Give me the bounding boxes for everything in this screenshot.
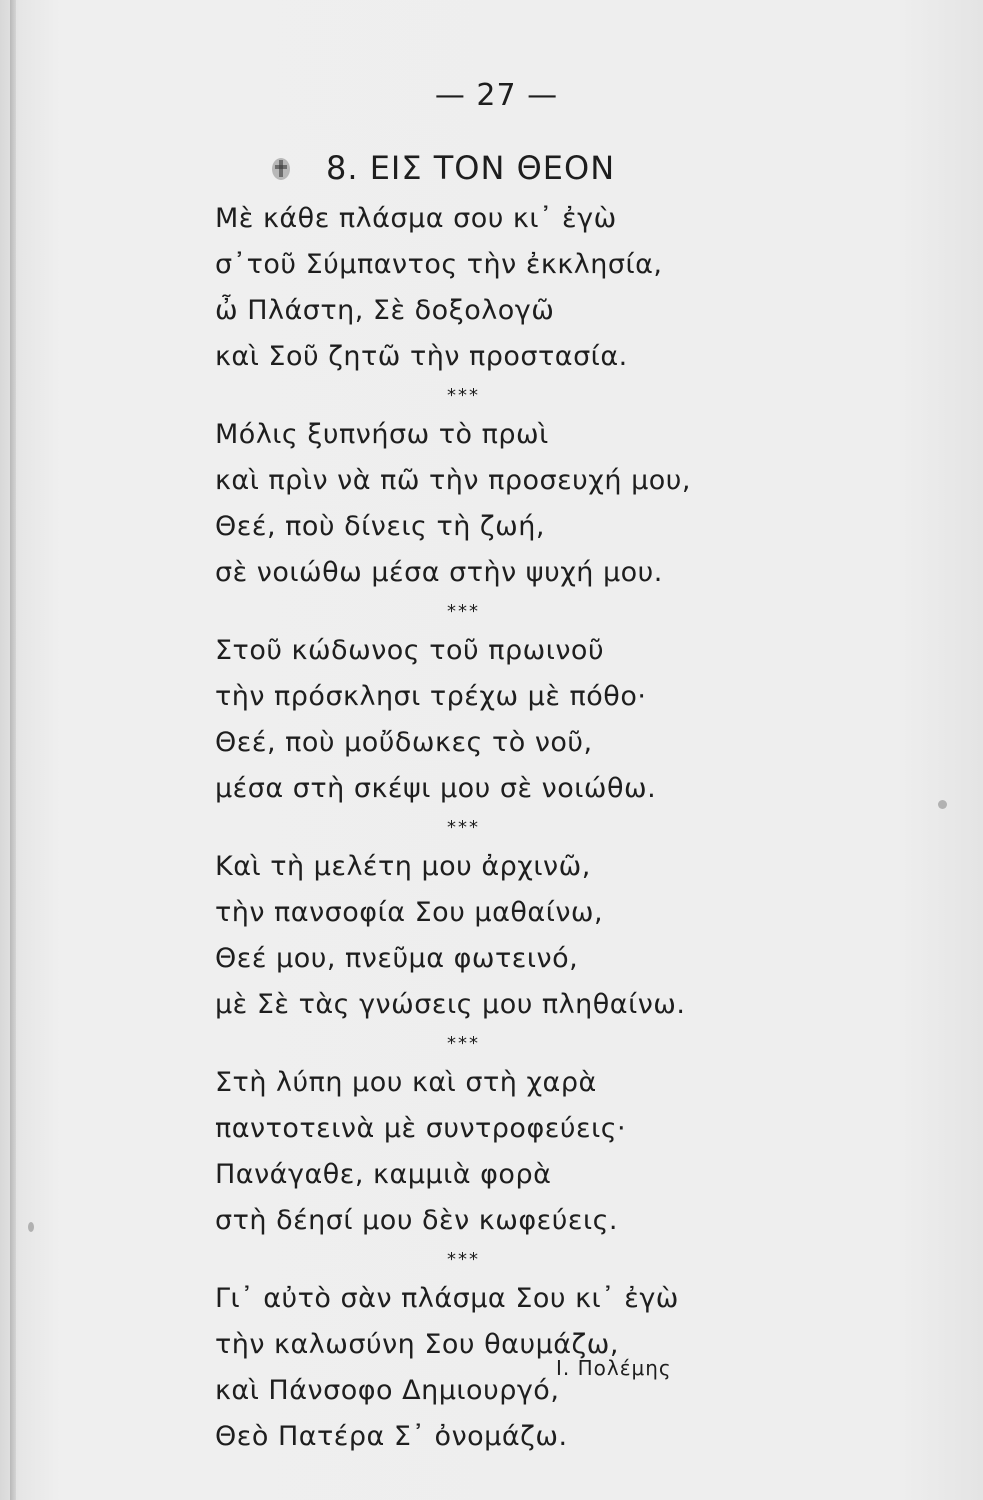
poem-line: Μόλις ξυπνήσω τὸ πρωὶ xyxy=(215,419,549,450)
poem-line: ὦ Πλάστη, Σὲ δοξολογῶ xyxy=(215,295,555,326)
stanza-separator xyxy=(215,812,915,844)
poem-line: Μὲ κάθε πλάσμα σου κι᾽ ἐγὼ xyxy=(215,203,617,234)
poem-title: 8. ΕΙΣ ΤΟΝ ΘΕΟΝ xyxy=(326,149,616,187)
stanza xyxy=(215,196,915,380)
poem-line: Καὶ τὴ μελέτη μου ἀρχινῶ, xyxy=(215,851,591,882)
poem-line: τὴν καλωσύνη Σου θαυμάζω, xyxy=(215,1329,619,1360)
stanza-separator xyxy=(215,596,915,628)
poem-line: σ᾽τοῦ Σύμπαντος τὴν ἐκκλησία, xyxy=(215,249,663,280)
poem-line: καὶ Σοῦ ζητῶ τὴν προστασία. xyxy=(215,341,628,372)
poem-line: Θεέ, ποὺ δίνεις τὴ ζωή, xyxy=(215,511,545,542)
author-signature: Ι. Πολέμης xyxy=(556,1356,672,1380)
stanza xyxy=(215,628,915,812)
poem-line: Στὴ λύπη μου καὶ στὴ χαρὰ xyxy=(215,1067,597,1098)
poem-line: τὴν πανσοφία Σου μαθαίνω, xyxy=(215,897,604,928)
cross-ornament-icon xyxy=(270,155,292,181)
paper-speck xyxy=(938,800,947,809)
poem-line: Θεὸ Πατέρα Σ᾽ ὀνομάζω. xyxy=(215,1421,568,1452)
binding-edge xyxy=(10,0,16,1500)
stanza-separator xyxy=(215,1028,915,1060)
page-number: — 27 — xyxy=(434,78,559,113)
stanza-separator xyxy=(215,380,915,412)
asterism: *** xyxy=(447,1249,480,1270)
poem-line: καὶ πρὶν νὰ πῶ τὴν προσευχή μου, xyxy=(215,465,692,496)
poem-line: καὶ Πάνσοφο Δημιουργό, xyxy=(215,1375,560,1406)
poem-line: στὴ δέησί μου δὲν κωφεύεις. xyxy=(215,1205,619,1236)
poem-line: Θεέ, ποὺ μοὔδωκες τὸ νοῦ, xyxy=(215,727,593,758)
asterism: *** xyxy=(447,385,480,406)
poem-line: Πανάγαθε, καμμιὰ φορὰ xyxy=(215,1159,552,1190)
title-row xyxy=(270,146,615,190)
asterism: *** xyxy=(447,601,480,622)
stanza-separator xyxy=(215,1244,915,1276)
stanza xyxy=(215,1060,915,1244)
asterism: *** xyxy=(447,817,480,838)
stanza xyxy=(215,844,915,1028)
poem-line: Θεέ μου, πνεῦμα φωτεινό, xyxy=(215,943,579,974)
stanza xyxy=(215,412,915,596)
poem-line: σὲ νοιώθω μέσα στὴν ψυχή μου. xyxy=(215,557,663,588)
paper-speck xyxy=(28,1222,34,1232)
poem-line: τὴν πρόσκλησι τρέχω μὲ πόθο· xyxy=(215,681,647,712)
poem-line: Γι᾽ αὐτὸ σὰν πλάσμα Σου κι᾽ ἐγὼ xyxy=(215,1283,679,1314)
poem xyxy=(215,196,915,1460)
poem-line: μὲ Σὲ τὰς γνώσεις μου πληθαίνω. xyxy=(215,989,686,1020)
poem-line: Στοῦ κώδωνος τοῦ πρωινοῦ xyxy=(215,635,605,666)
asterism: *** xyxy=(447,1033,480,1054)
poem-line: παντοτεινὰ μὲ συντροφεύεις· xyxy=(215,1113,627,1144)
poem-line: μέσα στὴ σκέψι μου σὲ νοιώθω. xyxy=(215,773,657,804)
